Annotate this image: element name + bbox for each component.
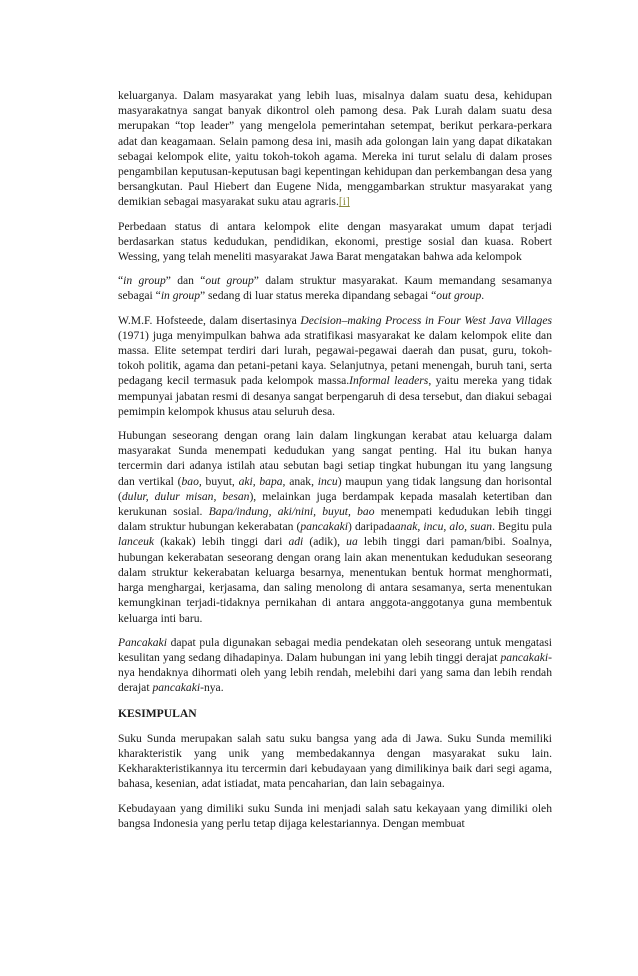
- paragraph-text: keluarganya. Dalam masyarakat yang lebih luas, misalnya dalam suatu desa, kehidupan masyarakatnya sangat banyak dikontrol oleh pamong desa. Pak Lurah dalam suatu desa merupakan “top leader” yang mengelola pemerintahan setempat, berikut perkara-perkara adat dan keagamaan. Selain pamong desa ini, masih ada golongan lain yang dapat dikatakan sebagai kelompok elite, yaitu tokoh-tokoh agama. Mereka ini turut selalu di dalam proses pengambilan keputusan-keputusan bagi kepentingan kehidupan dan perkembangan desa yang bersangkutan. Paul Hiebert dan Eugene Nida, menggambarkan struktur masyarakat yang demikian sebagai masyarakat suku atau agraris.: [118, 89, 552, 209]
- italic-term: pancakaki: [152, 681, 201, 695]
- footnote-link[interactable]: [i]: [338, 195, 350, 209]
- italic-term: aki, bapa,: [238, 474, 286, 488]
- text-run: anak,: [285, 474, 318, 488]
- paragraph-status-difference: Perbedaan status di antara kelompok elite dengan masyarakat umum dapat terjadi berdasarkan status kedudukan, pendidikan, ekonomi, prestige sosial dan kuasa. Robert Wessing, yang telah meneliti masyarakat Jawa Barat mengatakan bahwa ada kelompok: [118, 219, 552, 264]
- italic-term: Informal leaders: [349, 374, 429, 388]
- paragraph-elite-village: [118, 88, 552, 210]
- paragraph-hofsteede: [118, 313, 552, 419]
- text-run: lebih tinggi dari paman/bibi. Soalnya, hubungan kekerabatan seseorang dengan orang lain akan menentukan kedudukan seseorang dalam struktur kekerabatan keluarga besarnya, menentukan bentuk hormat menghormati, harga menghargai, kerjasama, dan saling menolong di antara sesamanya, serta menentukan kemungkinan terjadi-tidaknya pernikahan di antara anggota-anggotanya guna membentuk keluarga inti baru.: [118, 535, 553, 625]
- italic-term: pancakaki: [500, 650, 549, 664]
- italic-term: anak, incu, alo, suan: [394, 520, 493, 534]
- paragraph-in-out-group: [118, 273, 552, 303]
- paragraph-conclusion-2: Kebudayaan yang dimiliki suku Sunda ini menjadi salah satu kekayaan yang dimiliki oleh bangsa Indonesia yang perlu tetap dijaga kelestariannya. Dengan membuat: [118, 801, 552, 830]
- text-run: ) daripada: [348, 520, 395, 534]
- text-run: ” dan “: [165, 274, 206, 288]
- italic-term: out group: [205, 274, 254, 288]
- italic-term: pancakaki: [300, 520, 348, 534]
- text-run: ) maupun yang tidak langsung dan horisontal (: [118, 474, 552, 503]
- text-run: (kakak) lebih tinggi dari: [154, 535, 289, 549]
- text-run: W.M.F. Hofsteede, dalam disertasinya: [118, 313, 301, 327]
- text-run: , yaitu mereka yang tidak mempunyai jabatan resmi di desanya sangat berpengaruh di desa tersebut, dan diakui sebagai pemimpin kelompok khusus atau seluruh desa.: [118, 374, 552, 418]
- text-run: ” sedang di luar status mereka dipandang sebagai “: [200, 289, 437, 303]
- paragraph-conclusion-1: Suku Sunda merupakan salah satu suku bangsa yang ada di Jawa. Suku Sunda memiliki kharakteristik yang unik yang membedakannya dengan masyarakat suku lain. Kekharakteristikannya itu tercermin dari kebudayaan yang dimilikinya baik dari segi agama, bahasa, kesenian, adat istiadat, mata pencaharian, dan lain sebagainya.: [118, 731, 552, 791]
- italic-term: dulur, dulur misan, besan: [121, 489, 250, 503]
- italic-term: Pancakaki: [118, 635, 167, 649]
- italic-term: out group: [436, 289, 482, 303]
- text-run: ), melainkan juga berdampak kepada masalah ketertiban dan kerukunan sosial.: [118, 489, 552, 519]
- italic-term: ua: [346, 535, 358, 549]
- text-run: (1971) juga menyimpulkan bahwa ada stratifikasi masyarakat ke dalam kelompok elite dan massa. Elite setempat terdiri dari lurah, pegawai-pegawai daerah dan pusat, guru, tokoh-tokoh politik, agama dan petani-petani kaya. Selanjutnya, petani menengah, buruh tani, serta pedagang kecil termasuk pada kelompok massa.: [118, 328, 552, 388]
- document-page: [118, 88, 552, 831]
- section-heading-kesimpulan: KESIMPULAN: [118, 706, 197, 720]
- text-run: -nya hendaknya dihormati oleh yang lebih rendah, melebihi dari yang sama dan lebih rendah derajat: [118, 650, 552, 695]
- text-run: “: [118, 274, 124, 288]
- paragraph-kinship: [118, 428, 552, 626]
- text-run: buyut,: [201, 474, 239, 488]
- italic-term: in group: [160, 289, 200, 303]
- text-run: menempati kedudukan lebih tinggi dalam struktur hubungan kekerabatan (: [118, 505, 553, 534]
- text-run: dapat pula digunakan sebagai media pendekatan oleh seseorang untuk mengatasi kesulitan yang sedang dihadapinya. Dalam hubungan ini yang lebih tinggi derajat: [118, 635, 552, 664]
- paragraph-pancakaki: [118, 635, 552, 696]
- italic-term: bao,: [181, 474, 202, 488]
- text-run: .: [481, 289, 485, 303]
- text-run: (adik),: [303, 535, 347, 549]
- text-run: . Begitu pula: [492, 520, 553, 534]
- italic-term: Bapa/indung, aki/nini, buyut, bao: [208, 505, 375, 519]
- italic-title: Decision–making Process in Four West Java Villages: [300, 313, 552, 327]
- text-run: -nya.: [200, 681, 224, 695]
- italic-term: incu: [317, 474, 338, 488]
- italic-term: adi: [288, 535, 304, 549]
- text-run: ” dalam struktur masyarakat. Kaum memandang sesamanya sebagai “: [118, 274, 553, 303]
- italic-term: in group: [123, 274, 166, 288]
- text-run: Hubungan seseorang dengan orang lain dalam lingkungan kerabat atau keluarga dalam masyarakat Sunda menempati kedudukan yang sangat penting. Hal itu bukan hanya tercermin dari adanya istilah atau sebutan bagi setiap tingkat hubungan itu yang langsung dan vertikal (: [118, 429, 552, 488]
- italic-term: lanceuk: [118, 535, 155, 549]
